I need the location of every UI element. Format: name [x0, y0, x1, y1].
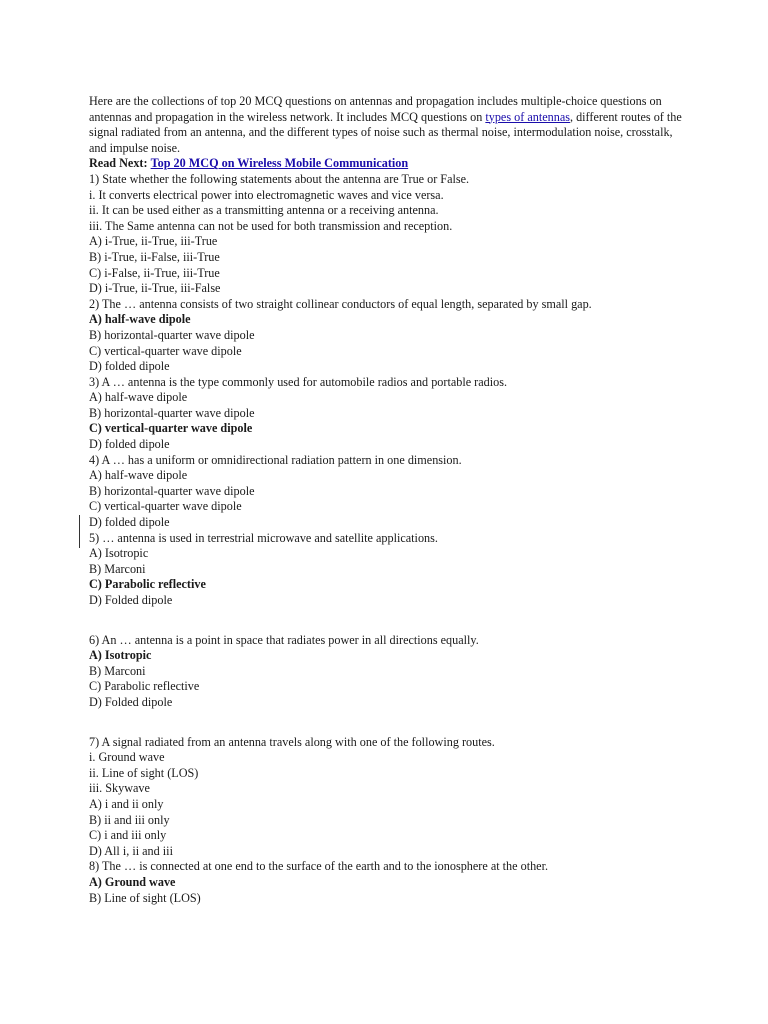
q3-option-a: A) half-wave dipole — [89, 390, 188, 405]
q7-option-d: D) All i, ii and iii — [89, 843, 173, 858]
q2-question: 2) The … antenna consists of two straight collinear conductors of equal length, separated by small gap. — [89, 296, 592, 311]
q7-route-ii: ii. Line of sight (LOS) — [89, 765, 199, 780]
intro-paragraph — [89, 94, 689, 156]
q2-option-d: D) folded dipole — [89, 359, 170, 374]
q6-option-b: B) Marconi — [89, 663, 146, 678]
q6-option-c: C) Parabolic reflective — [89, 679, 200, 694]
q5-option-d: D) Folded dipole — [89, 593, 173, 607]
q4-option-d: D) folded dipole — [89, 515, 170, 530]
q1-statement-iii: iii. The Same antenna can not be used for both transmission and reception. — [89, 218, 453, 233]
types-of-antennas-link[interactable]: types of antennas — [485, 109, 570, 124]
q7-route-iii: iii. Skywave — [89, 781, 150, 796]
q6-option-a-answer: A) Isotropic — [89, 648, 152, 663]
intro-text-before-link: Here are the collections of top 20 MCQ questions on antennas and propagation includes multiple-choice questions on antennas and propagation in the wireless network. It includes MCQ questions on — [89, 94, 662, 124]
q4-option-b: B) horizontal-quarter wave dipole — [89, 483, 255, 498]
q8-option-b: B) Line of sight (LOS) — [89, 890, 201, 905]
q8-option-a-answer: A) Ground wave — [89, 874, 176, 889]
read-next-link[interactable]: Top 20 MCQ on Wireless Mobile Communication — [150, 156, 409, 171]
spacer — [89, 609, 689, 633]
q5-option-a: A) Isotropic — [89, 546, 149, 561]
q7-option-a: A) i and ii only — [89, 796, 164, 811]
q1-option-d: D) i-True, ii-True, iii-False — [89, 281, 221, 296]
read-next-line — [89, 156, 689, 172]
q1-question: 1) State whether the following statements about the antenna are True or False. — [89, 171, 470, 186]
q1-option-a: A) i-True, ii-True, iii-True — [89, 234, 218, 249]
q7-option-c: C) i and iii only — [89, 828, 167, 843]
q1-option-c: C) i-False, ii-True, iii-True — [89, 265, 220, 280]
q7-option-b: B) ii and iii only — [89, 812, 170, 827]
read-next-label: Read Next: — [89, 156, 148, 171]
q7-route-i: i. Ground wave — [89, 750, 165, 765]
q5-option-b: B) Marconi — [89, 561, 146, 576]
q2-option-a-answer: A) half-wave dipole — [89, 312, 191, 327]
q3-option-c-answer: C) vertical-quarter wave dipole — [89, 421, 253, 436]
document-content — [89, 94, 689, 906]
q5-question: 5) … antenna is used in terrestrial microwave and satellite applications. — [89, 530, 438, 545]
q1-statement-ii: ii. It can be used either as a transmitting antenna or a receiving antenna. — [89, 203, 439, 218]
q6-question: 6) An … antenna is a point in space that radiates power in all directions equally. — [89, 632, 479, 647]
intro-text-after-link: , different routes of the signal radiated from an antenna, and the different types of noise such as thermal noise, intermodulation noise, crosstalk, and impulse noise. — [89, 109, 682, 155]
q1-statement-i: i. It converts electrical power into electromagnetic waves and vice versa. — [89, 187, 444, 202]
q4-option-c: C) vertical-quarter wave dipole — [89, 499, 242, 514]
q5-option-c-answer: C) Parabolic reflective — [89, 577, 206, 592]
q3-option-b: B) horizontal-quarter wave dipole — [89, 405, 255, 420]
q4-option-a: A) half-wave dipole — [89, 468, 188, 483]
q4-question: 4) A … has a uniform or omnidirectional radiation pattern in one dimension. — [89, 452, 462, 467]
q1-option-b: B) i-True, ii-False, iii-True — [89, 249, 220, 264]
q6-option-d: D) Folded dipole — [89, 694, 173, 709]
q2-option-c: C) vertical-quarter wave dipole — [89, 343, 242, 358]
text-cursor-mark — [79, 515, 80, 548]
q3-question: 3) A … antenna is the type commonly used for automobile radios and portable radios. — [89, 374, 508, 389]
spacer — [89, 711, 689, 735]
q8-question: 8) The … is connected at one end to the surface of the earth and to the ionosphere at the other. — [89, 859, 549, 874]
q7-question: 7) A signal radiated from an antenna travels along with one of the following routes. — [89, 734, 495, 749]
q2-option-b: B) horizontal-quarter wave dipole — [89, 327, 255, 342]
q3-option-d: D) folded dipole — [89, 437, 170, 452]
